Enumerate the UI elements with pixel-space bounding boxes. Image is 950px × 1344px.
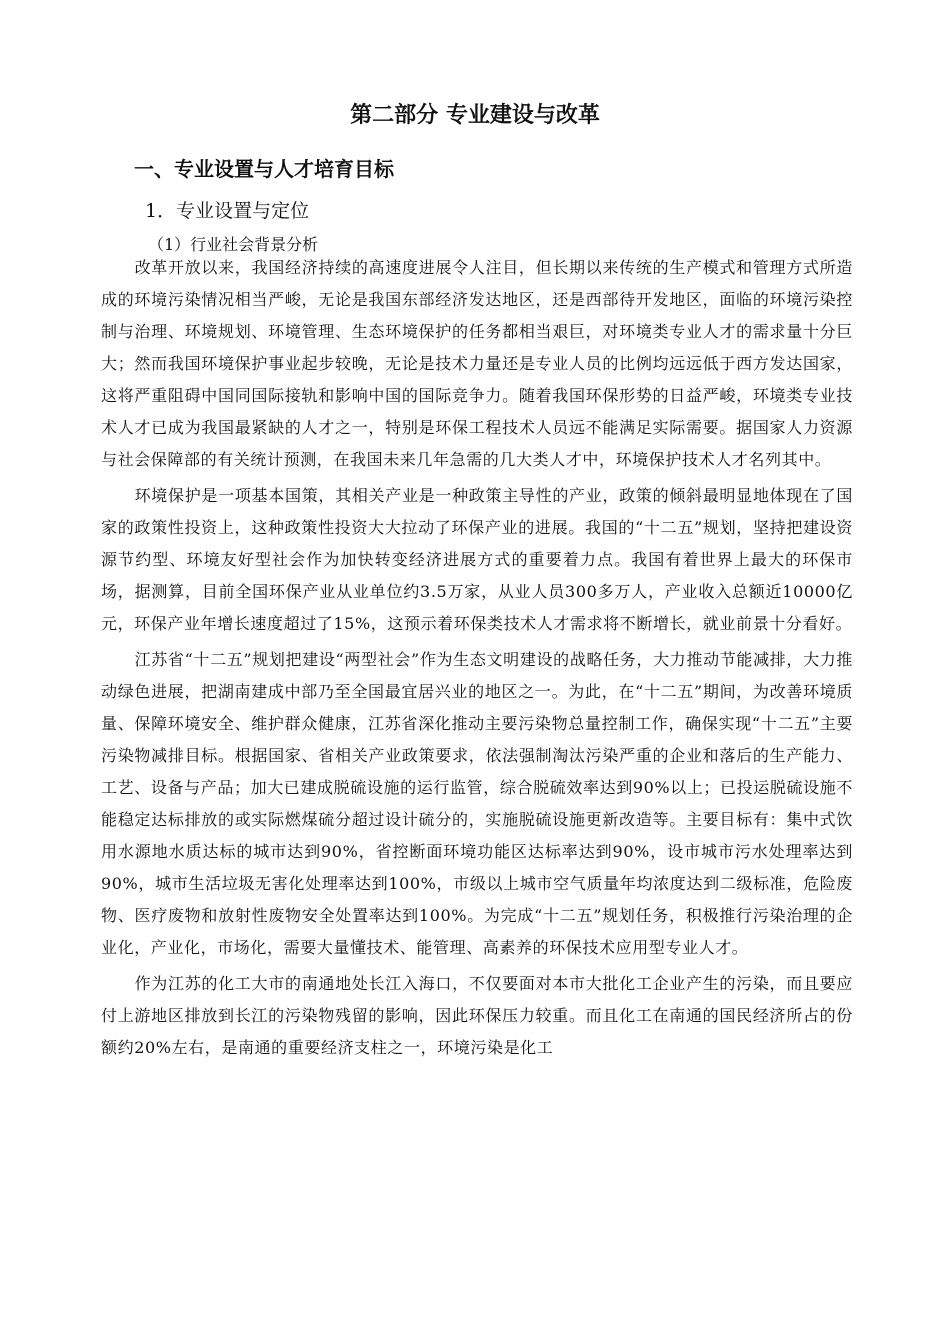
paragraph-3: 江苏省“十二五”规划把建设“两型社会”作为生态文明建设的战略任务，大力推动节能减排，大力推动绿色进展，把湖南建成中部乃至全国最宜居兴业的地区之一。为此，在“十二五”期间，为改善环境质量、保障环境安全、维护群众健康，江苏省深化推动主要污染物总量控制工作，确保实现“十二五”主要污染物减排目标。根据国家、省相关产业政策要求，依法强制淘汰污染严重的企业和落后的生产能力、工艺、设备与产品；加大已建成脱硫设施的运行监管，综合脱硫效率达到90%以上；已投运脱硫设施不能稳定达标排放的或实际燃煤硫分超过设计硫分的，实施脱硫设施更新改造等。主要目标有：集中式饮用水源地水质达标的城市达到90%，省控断面环境功能区达标率达到90%，设市城市污水处理率达到90%，城市生活垃圾无害化处理率达到100%，市级以上城市空气质量年均浓度达到二级标准，危险废物、医疗废物和放射性废物安全处置率达到100%。为完成“十二五”规划任务，积极推行污染治理的企业化，产业化，市场化，需要大量懂技术、能管理、高素养的环保技术应用型专业人才。 <box>101 650 853 957</box>
subsection-title: 1．专业设置与定位 <box>145 200 310 222</box>
body-text <box>101 252 853 1068</box>
paragraph-4: 作为江苏的化工大市的南通地处长江入海口，不仅要面对本市大批化工企业产生的污染，而且要应付上游地区排放到长江的污染物残留的影响，因此环保压力较重。而且化工在南通的国民经济所占的份额约20%左右，是南通的重要经济支柱之一，环境污染是化工 <box>101 974 853 1057</box>
subsubsection-title: （1）行业社会背景分析 <box>148 235 319 254</box>
paragraph-1: 改革开放以来，我国经济持续的高速度进展令人注目，但长期以来传统的生产模式和管理方式所造成的环境污染情况相当严峻，无论是我国东部经济发达地区，还是西部待开发地区，面临的环境污染控制与治理、环境规划、环境管理、生态环境保护的任务都相当艰巨，对环境类专业人才的需求量十分巨大；然而我国环境保护事业起步较晚，无论是技术力量还是专业人员的比例均远远低于西方发达国家，这将严重阻碍中国同国际接轨和影响中国的国际竞争力。随着我国环保形势的日益严峻，环境类专业技术人才已成为我国最紧缺的人才之一，特别是环保工程技术人员远不能满足实际需要。据国家人力资源与社会保障部的有关统计预测，在我国未来几年急需的几大类人才中，环境保护技术人才名列其中。 <box>101 258 853 469</box>
paragraph-2: 环境保护是一项基本国策，其相关产业是一种政策主导性的产业，政策的倾斜最明显地体现在了国家的政策性投资上，这种政策性投资大大拉动了环保产业的进展。我国的“十二五”规划，坚持把建设资源节约型、环境友好型社会作为加快转变经济进展方式的重要着力点。我国有着世界上最大的环保市场，据测算，目前全国环保产业从业单位约3.5万家，从业人员300多万人，产业收入总额近10000亿元，环保产业年增长速度超过了15%，这预示着环保类技术人才需求将不断增长，就业前景十分看好。 <box>101 486 853 633</box>
part-title: 第二部分 专业建设与改革 <box>350 103 600 128</box>
section-title: 一、专业设置与人才培育目标 <box>134 157 394 181</box>
